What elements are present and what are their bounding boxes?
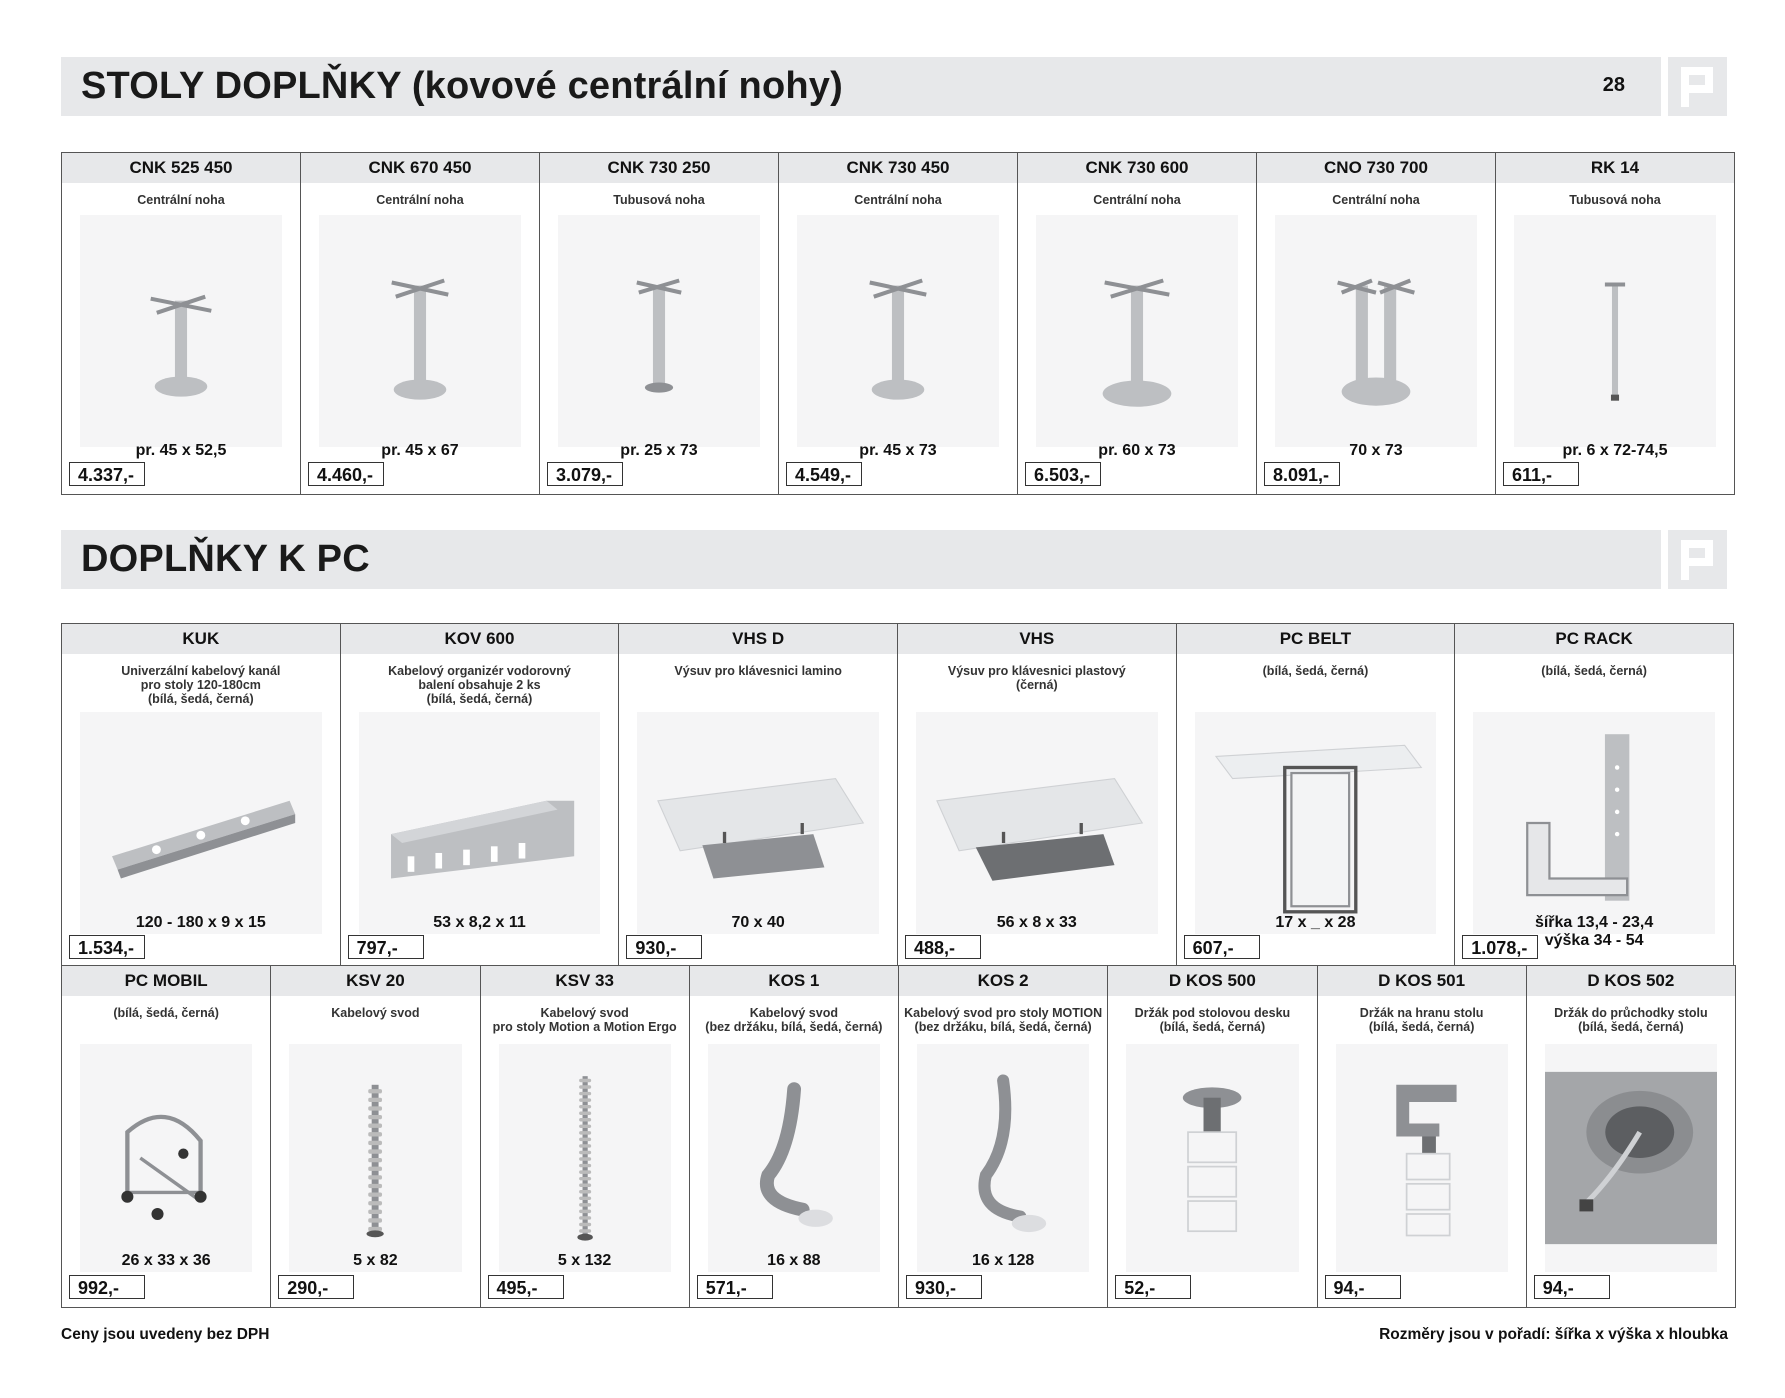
pc-accessories-table-row1 bbox=[61, 623, 1734, 966]
product-cell bbox=[271, 966, 480, 1308]
product-cell bbox=[480, 966, 689, 1308]
product-price: 1.534,- bbox=[69, 935, 145, 959]
product-card bbox=[62, 966, 270, 1307]
product-dimensions: 5 x 132 bbox=[557, 1252, 612, 1269]
product-code: D KOS 500 bbox=[1108, 966, 1316, 996]
product-description: Výsuv pro klávesnici lamino bbox=[674, 664, 842, 678]
product-image bbox=[708, 1044, 880, 1272]
product-card bbox=[899, 966, 1107, 1307]
product-code: D KOS 502 bbox=[1527, 966, 1735, 996]
product-cell bbox=[340, 624, 619, 966]
product-code: PC BELT bbox=[1177, 624, 1455, 654]
product-code: KOS 2 bbox=[899, 966, 1107, 996]
product-cell bbox=[1018, 153, 1257, 495]
product-image bbox=[359, 712, 601, 934]
product-dimensions: 16 x 128 bbox=[971, 1252, 1035, 1269]
product-cell bbox=[1176, 624, 1455, 966]
product-image bbox=[289, 1044, 461, 1272]
product-cell bbox=[1455, 624, 1734, 966]
product-code: KOS 1 bbox=[690, 966, 898, 996]
product-image bbox=[797, 215, 999, 447]
product-image bbox=[80, 215, 282, 447]
product-image bbox=[80, 712, 322, 934]
product-price: 797,- bbox=[348, 935, 424, 959]
product-dimensions: pr. 45 x 67 bbox=[381, 442, 459, 459]
product-cell bbox=[540, 153, 779, 495]
product-image bbox=[80, 1044, 252, 1272]
product-dimensions: 17 x _ x 28 bbox=[1275, 914, 1356, 931]
product-description: Univerzální kabelový kanál pro stoly 120-180cm (bílá, šedá, černá) bbox=[121, 664, 281, 706]
section-banner-pc bbox=[61, 530, 1661, 589]
product-description: (bílá, šedá, černá) bbox=[1541, 664, 1647, 678]
product-description: Kabelový svod bbox=[331, 1006, 420, 1020]
product-cell bbox=[779, 153, 1018, 495]
product-price: 1.078,- bbox=[1462, 935, 1538, 959]
product-description: Držák na hranu stolu (bílá, šedá, černá) bbox=[1359, 1006, 1484, 1034]
product-card bbox=[62, 153, 300, 494]
footer-note-dimensions: Rozměry jsou v pořadí: šířka x výška x hloubka bbox=[1379, 1326, 1728, 1343]
product-description: Centrální noha bbox=[137, 193, 225, 207]
product-price: 4.460,- bbox=[308, 462, 384, 486]
product-description: Držák do průchodky stolu (bílá, šedá, černá) bbox=[1554, 1006, 1708, 1034]
product-price: 495,- bbox=[488, 1275, 564, 1299]
product-dimensions: pr. 25 x 73 bbox=[620, 442, 698, 459]
product-price: 488,- bbox=[905, 935, 981, 959]
product-price: 930,- bbox=[906, 1275, 982, 1299]
legs-table bbox=[61, 152, 1735, 495]
product-image bbox=[1514, 215, 1716, 447]
product-image bbox=[1545, 1044, 1717, 1272]
product-image bbox=[1275, 215, 1477, 447]
product-cell bbox=[1108, 966, 1317, 1308]
footer-note-vat: Ceny jsou uvedeny bez DPH bbox=[61, 1326, 270, 1343]
product-card bbox=[271, 966, 479, 1307]
product-price: 4.549,- bbox=[786, 462, 862, 486]
page-number: 28 bbox=[1602, 74, 1625, 96]
product-card bbox=[779, 153, 1017, 494]
product-dimensions: 70 x 73 bbox=[1349, 442, 1403, 459]
product-dimensions: 70 x 40 bbox=[731, 914, 785, 931]
product-dimensions: šířka 13,4 - 23,4 výška 34 - 54 bbox=[1534, 914, 1654, 949]
product-card bbox=[540, 153, 778, 494]
product-image bbox=[1195, 712, 1437, 934]
product-cell bbox=[62, 624, 341, 966]
product-code: PC RACK bbox=[1455, 624, 1733, 654]
product-description: Centrální noha bbox=[1093, 193, 1181, 207]
product-cell bbox=[899, 966, 1108, 1308]
product-dimensions: 120 - 180 x 9 x 15 bbox=[135, 914, 266, 931]
product-price: 571,- bbox=[697, 1275, 773, 1299]
product-image bbox=[916, 712, 1158, 934]
product-price: 3.079,- bbox=[547, 462, 623, 486]
product-card bbox=[481, 966, 689, 1307]
product-card bbox=[1018, 153, 1256, 494]
product-price: 992,- bbox=[69, 1275, 145, 1299]
product-code: KSV 33 bbox=[481, 966, 689, 996]
product-cell bbox=[619, 624, 898, 966]
product-description: Kabelový svod pro stoly MOTION (bez držáku, bílá, šedá, černá) bbox=[904, 1006, 1103, 1034]
product-code: CNK 730 600 bbox=[1018, 153, 1256, 183]
product-card bbox=[619, 624, 897, 965]
product-price: 611,- bbox=[1503, 462, 1579, 486]
product-code: VHS D bbox=[619, 624, 897, 654]
product-price: 290,- bbox=[278, 1275, 354, 1299]
product-card bbox=[690, 966, 898, 1307]
product-cell bbox=[1496, 153, 1735, 495]
product-code: CNK 730 250 bbox=[540, 153, 778, 183]
product-description: Kabelový svod (bez držáku, bílá, šedá, černá) bbox=[705, 1006, 883, 1034]
product-code: KSV 20 bbox=[271, 966, 479, 996]
product-image bbox=[1036, 215, 1238, 447]
product-cell bbox=[689, 966, 898, 1308]
product-image bbox=[1336, 1044, 1508, 1272]
product-price: 8.091,- bbox=[1264, 462, 1340, 486]
product-card bbox=[1527, 966, 1735, 1307]
product-description: Centrální noha bbox=[854, 193, 942, 207]
product-description: Výsuv pro klávesnici plastový (černá) bbox=[947, 664, 1126, 692]
product-dimensions: 56 x 8 x 33 bbox=[996, 914, 1077, 931]
product-price: 607,- bbox=[1184, 935, 1260, 959]
product-description: (bílá, šedá, černá) bbox=[113, 1006, 219, 1020]
brand-logo-icon bbox=[1668, 530, 1727, 589]
product-price: 930,- bbox=[626, 935, 702, 959]
product-price: 52,- bbox=[1115, 1275, 1191, 1299]
product-code: D KOS 501 bbox=[1318, 966, 1526, 996]
product-cell bbox=[1526, 966, 1735, 1308]
product-code: KUK bbox=[62, 624, 340, 654]
product-cell bbox=[1317, 966, 1526, 1308]
product-description: Tubusová noha bbox=[613, 193, 705, 207]
product-card bbox=[1496, 153, 1734, 494]
product-dimensions: 53 x 8,2 x 11 bbox=[433, 914, 526, 931]
product-dimensions: pr. 60 x 73 bbox=[1098, 442, 1176, 459]
section-title: DOPLŇKY K PC bbox=[81, 538, 370, 580]
product-dimensions: 16 x 88 bbox=[767, 1252, 821, 1269]
product-dimensions: 26 x 33 x 36 bbox=[121, 1252, 211, 1269]
product-cell bbox=[897, 624, 1176, 966]
product-card bbox=[1108, 966, 1316, 1307]
product-description: Centrální noha bbox=[376, 193, 464, 207]
product-code: PC MOBIL bbox=[62, 966, 270, 996]
product-code: CNK 730 450 bbox=[779, 153, 1017, 183]
product-card bbox=[1455, 624, 1733, 965]
product-description: (bílá, šedá, černá) bbox=[1262, 664, 1369, 678]
product-card bbox=[62, 624, 340, 965]
product-card bbox=[898, 624, 1176, 965]
product-cell bbox=[1257, 153, 1496, 495]
product-code: RK 14 bbox=[1496, 153, 1734, 183]
product-card bbox=[1177, 624, 1455, 965]
product-cell bbox=[62, 966, 271, 1308]
product-description: Kabelový organizér vodorovný balení obsahuje 2 ks (bílá, šedá, černá) bbox=[388, 664, 571, 706]
product-card bbox=[1318, 966, 1526, 1307]
product-dimensions: 5 x 82 bbox=[353, 1252, 398, 1269]
product-image bbox=[637, 712, 879, 934]
product-code: CNK 670 450 bbox=[301, 153, 539, 183]
product-dimensions: pr. 45 x 52,5 bbox=[135, 442, 227, 459]
product-dimensions: pr. 6 x 72-74,5 bbox=[1562, 442, 1668, 459]
product-description: Kabelový svod pro stoly Motion a Motion Ergo bbox=[492, 1006, 677, 1034]
product-card bbox=[301, 153, 539, 494]
product-code: VHS bbox=[898, 624, 1176, 654]
product-image bbox=[558, 215, 760, 447]
product-card bbox=[341, 624, 619, 965]
product-card bbox=[1257, 153, 1495, 494]
product-cell bbox=[62, 153, 301, 495]
product-description: Držák pod stolovou desku (bílá, šedá, černá) bbox=[1134, 1006, 1291, 1034]
product-code: CNK 525 450 bbox=[62, 153, 300, 183]
product-dimensions: pr. 45 x 73 bbox=[859, 442, 937, 459]
product-cell bbox=[301, 153, 540, 495]
product-description: Tubusová noha bbox=[1569, 193, 1661, 207]
section-banner-legs bbox=[61, 57, 1661, 116]
product-image bbox=[1126, 1044, 1298, 1272]
product-image bbox=[499, 1044, 671, 1272]
brand-logo-icon bbox=[1668, 57, 1727, 116]
product-code: KOV 600 bbox=[341, 624, 619, 654]
product-price: 6.503,- bbox=[1025, 462, 1101, 486]
product-price: 4.337,- bbox=[69, 462, 145, 486]
product-image bbox=[917, 1044, 1089, 1272]
product-image bbox=[1473, 712, 1715, 934]
product-price: 94,- bbox=[1325, 1275, 1401, 1299]
section-title: STOLY DOPLŇKY (kovové centrální nohy) bbox=[81, 65, 843, 107]
product-code: CNO 730 700 bbox=[1257, 153, 1495, 183]
pc-accessories-table-row2 bbox=[61, 965, 1736, 1308]
product-description: Centrální noha bbox=[1332, 193, 1420, 207]
product-price: 94,- bbox=[1534, 1275, 1610, 1299]
product-image bbox=[319, 215, 521, 447]
